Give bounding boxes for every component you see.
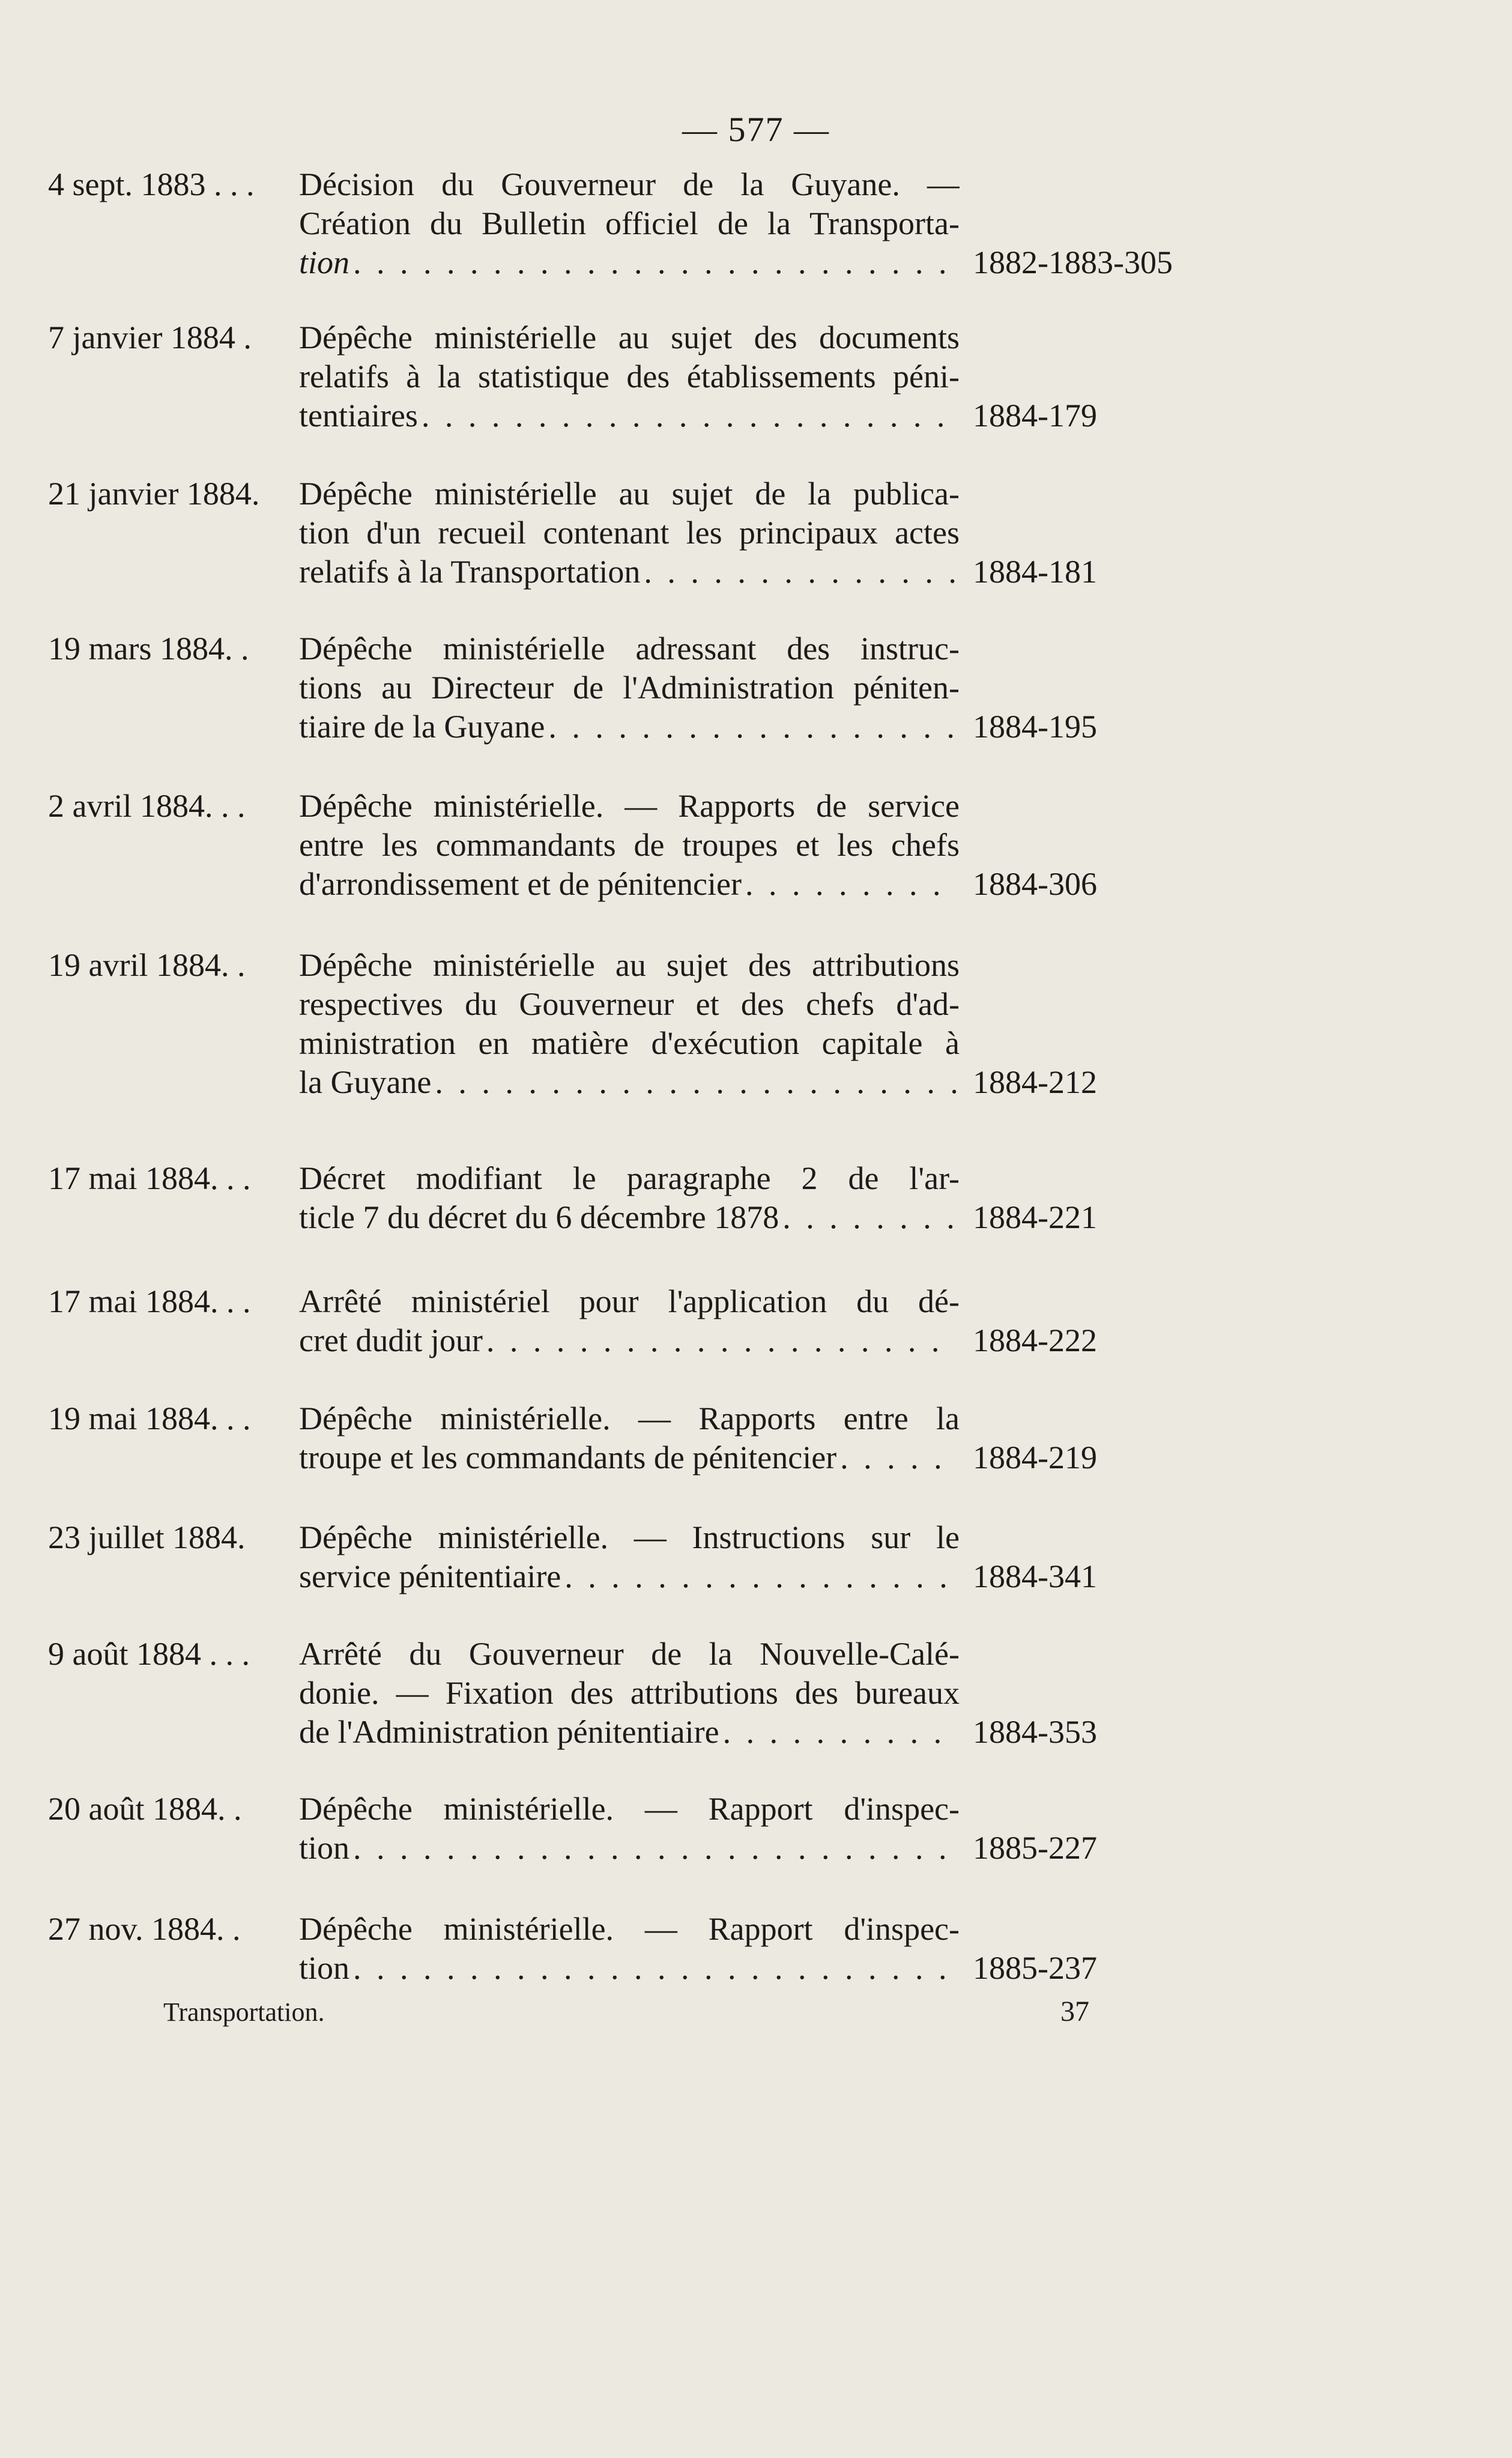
dot-leader bbox=[353, 1949, 956, 1988]
entry-line: entre les commandants de troupes et les chefs bbox=[299, 827, 960, 863]
entry-description bbox=[299, 1399, 960, 1477]
entry-reference: 1884-195 bbox=[973, 709, 1097, 745]
entry-reference: 1885-227 bbox=[973, 1830, 1097, 1866]
entry-reference: 1882-1883-305 bbox=[973, 244, 1173, 280]
entry-date: 21 janvier 1884. bbox=[48, 476, 260, 512]
entry-line: respectives du Gouverneur et des chefs d'ad- bbox=[299, 986, 960, 1022]
entry-reference: 1884-221 bbox=[973, 1199, 1097, 1235]
entry-line: Dépêche ministérielle. — Rapport d'inspec- bbox=[299, 1911, 960, 1947]
entry-line bbox=[299, 1829, 960, 1868]
entry-date: 20 août 1884. . bbox=[48, 1791, 242, 1827]
dot-leader bbox=[422, 396, 956, 435]
entry-line-text: de l'Administration pénitentiaire bbox=[299, 1714, 719, 1750]
entry-line-text: tiaire de la Guyane bbox=[299, 709, 545, 745]
entry-line: Dépêche ministérielle. — Rapports entre la bbox=[299, 1400, 960, 1436]
entry-line: donie. — Fixation des attributions des bureaux bbox=[299, 1675, 960, 1711]
entry-line: Dépêche ministérielle au sujet des documents bbox=[299, 319, 960, 356]
entry-description bbox=[299, 946, 960, 1102]
entry-line bbox=[299, 243, 960, 282]
entry-reference: 1885-237 bbox=[973, 1950, 1097, 1986]
entry-line: ministration en matière d'exécution capitale à bbox=[299, 1025, 960, 1061]
entry-reference: 1884-179 bbox=[973, 398, 1097, 434]
entry-reference: 1884-212 bbox=[973, 1064, 1097, 1100]
entry-line: Dépêche ministérielle au sujet des attributions bbox=[299, 947, 960, 983]
entry-line: Décision du Gouverneur de la Guyane. — bbox=[299, 166, 960, 202]
entry-date: 17 mai 1884. . . bbox=[48, 1283, 251, 1319]
dot-leader bbox=[548, 707, 956, 746]
entry-line bbox=[299, 552, 960, 592]
entry-date: 4 sept. 1883 . . . bbox=[48, 166, 255, 202]
entry-date: 19 mai 1884. . . bbox=[48, 1400, 251, 1436]
entry-line bbox=[299, 1557, 960, 1596]
entry-line bbox=[299, 1438, 960, 1477]
entry-line: Dépêche ministérielle adressant des instruc- bbox=[299, 631, 960, 667]
entry-reference: 1884-222 bbox=[973, 1322, 1097, 1358]
running-footer: Transportation. bbox=[163, 1997, 325, 2027]
entry-line: Dépêche ministérielle. — Rapport d'inspec- bbox=[299, 1791, 960, 1827]
entry-date: 19 mars 1884. . bbox=[48, 631, 249, 667]
entry-description bbox=[299, 1910, 960, 1988]
entry-date: 2 avril 1884. . . bbox=[48, 788, 246, 824]
entry-description bbox=[299, 1159, 960, 1237]
entry-description bbox=[299, 318, 960, 435]
entry-line: relatifs à la statistique des établissements péni- bbox=[299, 359, 960, 395]
entry-line: Dépêche ministérielle. — Rapports de service bbox=[299, 788, 960, 824]
entry-line: Arrêté du Gouverneur de la Nouvelle-Calé- bbox=[299, 1636, 960, 1672]
entry-description bbox=[299, 629, 960, 746]
dot-leader bbox=[353, 1829, 956, 1868]
entry-date: 19 avril 1884. . bbox=[48, 947, 246, 983]
entry-reference: 1884-181 bbox=[973, 554, 1097, 590]
entry-description bbox=[299, 1518, 960, 1596]
entry-line bbox=[299, 1198, 960, 1237]
entry-line bbox=[299, 1063, 960, 1102]
entry-line-text: tion bbox=[299, 1950, 350, 1986]
entry-line-text: troupe et les commandants de pénitencier bbox=[299, 1439, 837, 1476]
entry-description bbox=[299, 474, 960, 592]
dot-leader bbox=[745, 865, 956, 904]
entry-line-text: tentiaires bbox=[299, 398, 418, 434]
entry-line-text: cret dudit jour bbox=[299, 1322, 483, 1358]
page-number: — 577 — bbox=[682, 110, 830, 149]
entry-line-text: tion bbox=[299, 1830, 350, 1866]
entry-date: 9 août 1884 . . . bbox=[48, 1636, 250, 1672]
entry-line bbox=[299, 1713, 960, 1752]
entry-line bbox=[299, 1321, 960, 1360]
entry-reference: 1884-341 bbox=[973, 1558, 1097, 1594]
dot-leader bbox=[353, 243, 956, 282]
entry-line-text: service pénitentiaire bbox=[299, 1558, 561, 1594]
entry-reference: 1884-353 bbox=[973, 1714, 1097, 1750]
dot-leader bbox=[782, 1198, 956, 1237]
entry-line bbox=[299, 707, 960, 746]
entry-line-text: la Guyane bbox=[299, 1064, 432, 1100]
entry-line: tion d'un recueil contenant les principaux actes bbox=[299, 515, 960, 551]
entry-line-text: ticle 7 du décret du 6 décembre 1878 bbox=[299, 1199, 779, 1235]
entry-line bbox=[299, 396, 960, 435]
dot-leader bbox=[486, 1321, 956, 1360]
entry-line: Dépêche ministérielle. — Instructions sur le bbox=[299, 1519, 960, 1555]
entry-description bbox=[299, 1282, 960, 1360]
dot-leader bbox=[564, 1557, 956, 1596]
entry-line bbox=[299, 1949, 960, 1988]
entry-description bbox=[299, 1635, 960, 1752]
entry-reference: 1884-219 bbox=[973, 1439, 1097, 1476]
entry-line: Dépêche ministérielle au sujet de la publica- bbox=[299, 476, 960, 512]
entry-line-text: relatifs à la Transportation bbox=[299, 554, 641, 590]
entry-date: 23 juillet 1884. bbox=[48, 1519, 246, 1555]
entry-date: 17 mai 1884. . . bbox=[48, 1160, 251, 1196]
dot-leader bbox=[723, 1713, 956, 1752]
entry-line-text: tion bbox=[299, 244, 350, 280]
entry-description bbox=[299, 1790, 960, 1868]
entry-date: 27 nov. 1884. . bbox=[48, 1911, 241, 1947]
signature-mark: 37 bbox=[1060, 1996, 1089, 2027]
entry-line: Arrêté ministériel pour l'application du dé- bbox=[299, 1283, 960, 1319]
dot-leader bbox=[435, 1063, 956, 1102]
entry-reference: 1884-306 bbox=[973, 866, 1097, 902]
entry-description bbox=[299, 165, 960, 282]
entry-line bbox=[299, 865, 960, 904]
entry-description bbox=[299, 787, 960, 904]
entry-line-text: d'arrondissement et de pénitencier bbox=[299, 866, 742, 902]
dot-leader bbox=[840, 1438, 956, 1477]
entry-line: Décret modifiant le paragraphe 2 de l'ar- bbox=[299, 1160, 960, 1196]
entry-line: tions au Directeur de l'Administration péniten- bbox=[299, 670, 960, 706]
dot-leader bbox=[644, 552, 956, 592]
entry-date: 7 janvier 1884 . bbox=[48, 319, 252, 356]
entry-line: Création du Bulletin officiel de la Transporta- bbox=[299, 205, 960, 241]
